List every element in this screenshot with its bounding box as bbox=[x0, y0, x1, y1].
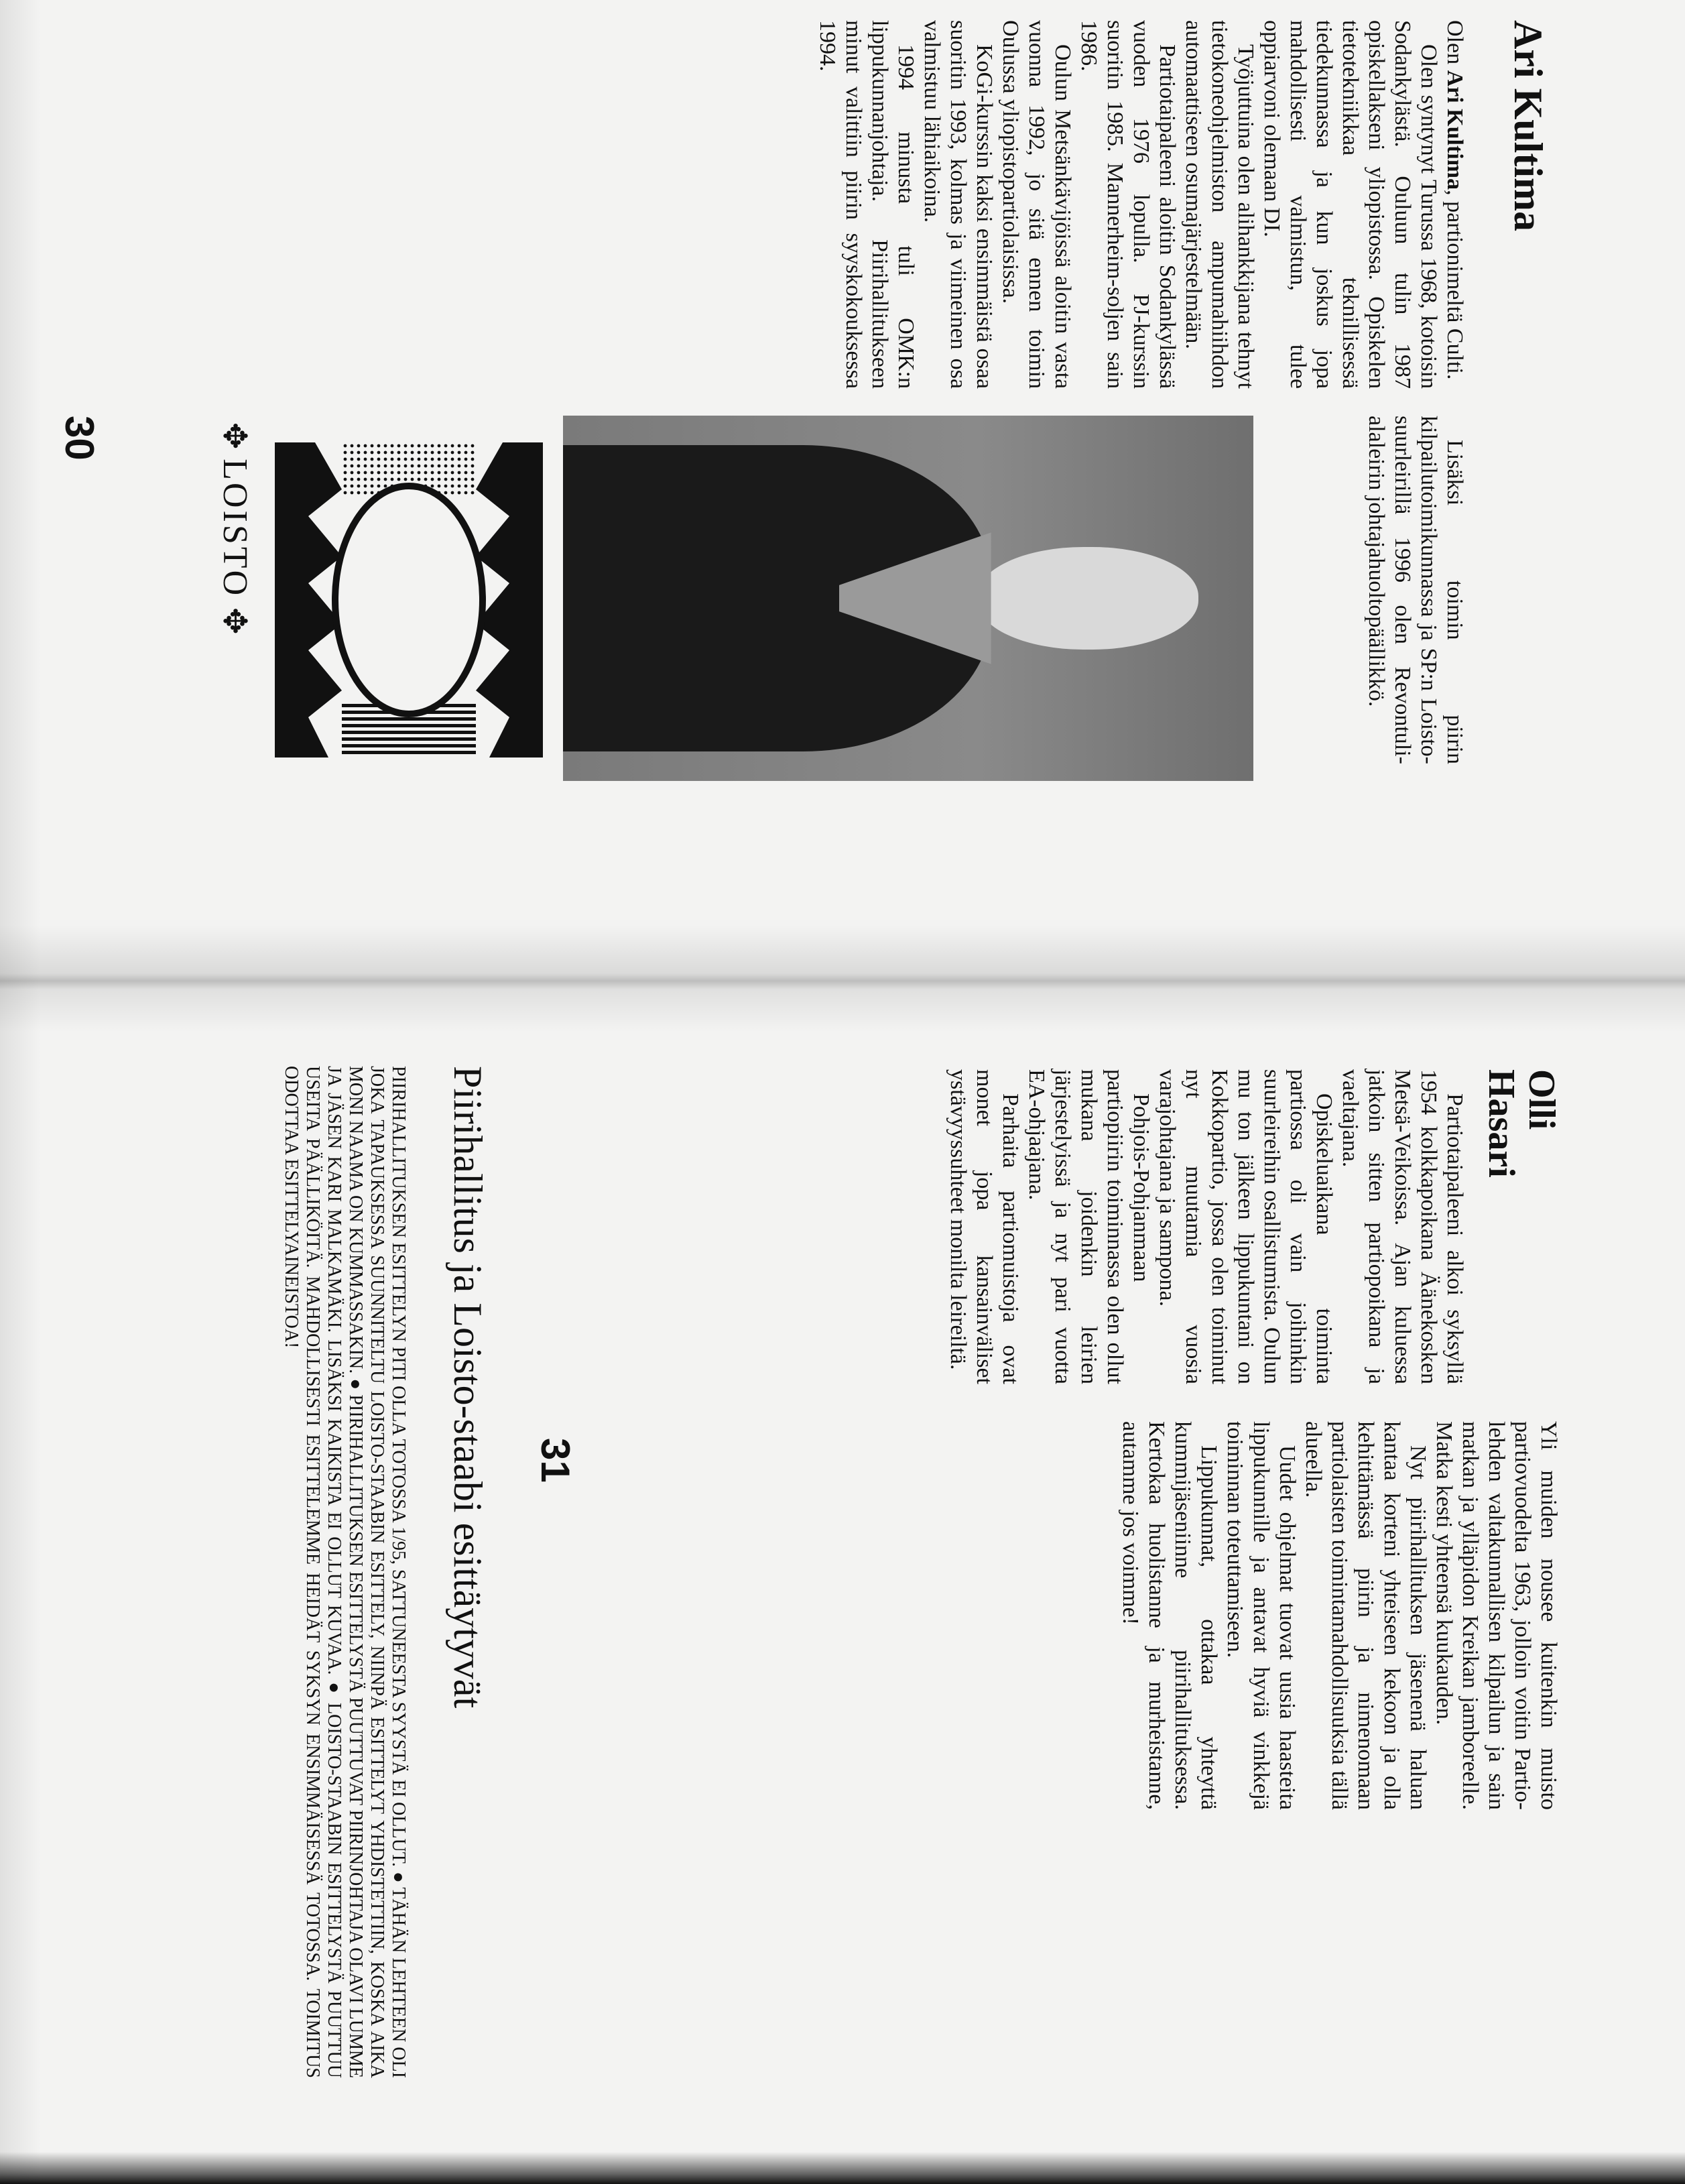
fleur-cross-icon: ✥ bbox=[216, 607, 253, 635]
fleur-cross-icon: ✥ bbox=[216, 422, 253, 450]
loisto-logo-graphic bbox=[268, 422, 550, 778]
bio-paragraph: Partiotaipaleeni aloitin Sodankylässä vuoden 1976 lopulla. PJ-kurssin suoritin 1985. Mannerheim-soljen sain 1986. bbox=[1076, 20, 1180, 389]
editorial-notice bbox=[127, 1066, 409, 2078]
page-number: 30 bbox=[57, 416, 102, 461]
olli-hasari-title: Olli Hasari bbox=[1481, 1069, 1562, 1178]
bio-paragraph: Olen syntynyt Turussa 1968, kotoisin Sodankylästä. Ouluun tulin 1987 opiskellakseni yliopistossa. Opiskelen tietotekniikkaa teknillisessä tiedekunnassa ja kun joskus jopa mahdollisesti valmistun, tulee oppiarvoni olemaan DI. bbox=[1259, 20, 1441, 389]
page-number-31-block bbox=[529, 1438, 576, 1518]
page-number: 31 bbox=[533, 1438, 578, 1483]
olli-hasari-column-1 bbox=[529, 1069, 1468, 1384]
section-title: Piirihallitus ja Loisto-staabi esittäytyvät bbox=[446, 1066, 490, 1709]
bio-paragraph: Parhaita partiomuistoja ovat monet jopa kansainväliset ystävyyssuhteet monilta leireiltä. bbox=[946, 1069, 1023, 1384]
intro-paragraph bbox=[1442, 20, 1468, 389]
bio-paragraph: Lisäksi toimin piirin kilpailutoimikunnassa ja SP:n Loisto-suurleirillä 1996 olen Revontuli-alaleirin johtajahuoltopäällikkö. bbox=[1364, 416, 1467, 764]
bio-paragraph: Oulun Metsänkävijöissä aloitin vasta vuonna 1992, jo sitä ennen toimin Oulussa yliopistopartiolaisissa. bbox=[998, 20, 1075, 389]
bio-paragraph: KoGi-kurssin kaksi ensimmäistä osaa suoritin 1993, kolmas ja viimeinen osa valmistuu lähiaikoina. bbox=[920, 20, 997, 389]
bio-paragraph: Partiotaipaleeni alkoi syksyllä 1954 kolkkapoikana Äänekosken Metsä-Veikoissa. Ajan kuluessa jatkoin sitten partiopoikana ja vaeltajana. bbox=[1338, 1069, 1467, 1384]
bio-paragraph: Uudet ohjelmat tuovat uusia haasteita lippukunnille ja antavat hyviä vinkkejä toiminnan toteuttamiseen. bbox=[1223, 1421, 1300, 1810]
bio-paragraph: Työjuttuina olen alihankkijana tehnyt tietokoneohjelmiston ampumahiihdon automaattiseen osumajärjestelmään. bbox=[1181, 20, 1258, 389]
book-gutter bbox=[0, 925, 1685, 1032]
photo-face bbox=[977, 547, 1198, 650]
bio-paragraph: Pohjois-Pohjanmaan partiopiirin toiminnassa olen ollut mukana joidenkin leirien järjestelyissä ja nyt pari vuotta EA-ohjaajana. bbox=[1024, 1069, 1153, 1384]
portrait-photo-icon bbox=[563, 416, 1253, 781]
ari-kultima-column-1 bbox=[134, 20, 1468, 389]
ari-kultima-column-2 bbox=[1267, 416, 1468, 764]
olli-hasari-title-block bbox=[1461, 1069, 1562, 1378]
intro-name: Ari Kultima bbox=[1442, 70, 1467, 190]
notice-text: PIIRIHALLITUKSEN ESITTELYN PITI OLLA TOTOSSA 1/95, SATTUNEESTA SYYSTÄ EI OLLUT. ● TÄHÄN LEHTEEN OLI JOKA TAPAUKSESSA SUUNNITELTU LOISTO-STAABIN ESITTELY, NIINPÄ ESITTELYT YHDISTETTIIN, KOSKA AIKA MONI NAAMA ON KUMMASSAKIN. ● PIIRIHALLITUKSEN ESITTELYSTÄ PUUTTUVAT PIIRINJOHTAJA OLAVI LUMME JA JÄSEN KARI MALKAMÄKI. LISÄKSI KAIKISTA EI OLLUT KUVAA. ● LOISTO-STAABIN ESITTELYSTÄ PUUTTUU USEITA PÄÄLLIKÖITÄ. MAHDOLLISESTI ESITTELEMME HEIDÄT SYKSYN ENSIMMÄISESSÄ TOTOSSA. TOIMITUS ODOTTAA ESITTELYAINEISTOA! bbox=[281, 1066, 409, 2078]
page-number-30-block bbox=[54, 416, 101, 496]
page-edge-shadow bbox=[0, 0, 40, 2184]
loisto-logo-icon bbox=[214, 422, 550, 778]
bio-paragraph: Opiskeluaikana toiminta partiossa oli vain joihinkin suurleireihin osallistumista. Oulun mu ton jälkeen lippukuntani on Kokkopartio, jossa olen toiminut nyt muutamia vuosia varajohtajana ja sampona. bbox=[1155, 1069, 1336, 1384]
bio-paragraph: Nyt piirihallituksen jäsenenä haluan kantaa korteni yhteiseen kekoon ja olla kehittämässä piirin ja nimenomaan partiolaisten toimintamahdollisuuksia tällä alueella. bbox=[1301, 1421, 1430, 1810]
ari-kultima-title: Ari Kultima bbox=[1506, 20, 1550, 231]
intro-prefix: Olen bbox=[1442, 20, 1467, 70]
loisto-logo-text: LOISTO bbox=[216, 459, 254, 599]
bio-paragraph: 1994 minusta tuli OMK:n lippukunnanjohtaja. Piirihallitukseen minut valittiin piirin syyskokouksessa 1994. bbox=[815, 20, 918, 389]
intro-suffix: , partionimeltä Culti. bbox=[1442, 190, 1467, 380]
bio-paragraph: Yli muiden nousee kuitenkin muisto partiovuodelta 1963, jolloin voitin Partio-lehden valtakunnallisen kilpailun ja sain matkan ja ylläpidon Kreikan jamboreelle. Matka kesti yhteensä kuukauden. bbox=[1432, 1421, 1561, 1810]
bio-paragraph: Lippukunnat, ottakaa yhteyttä kummijäseniinne piirihallituksessa. Kertokaa huolistanne ja murheistanne, autamme jos voimme! bbox=[1118, 1421, 1221, 1810]
ari-kultima-title-block bbox=[1503, 20, 1550, 328]
section-title-block bbox=[436, 1066, 489, 2085]
olli-hasari-column-2 bbox=[650, 1421, 1562, 1810]
scan-bottom-edge bbox=[0, 2152, 1685, 2184]
